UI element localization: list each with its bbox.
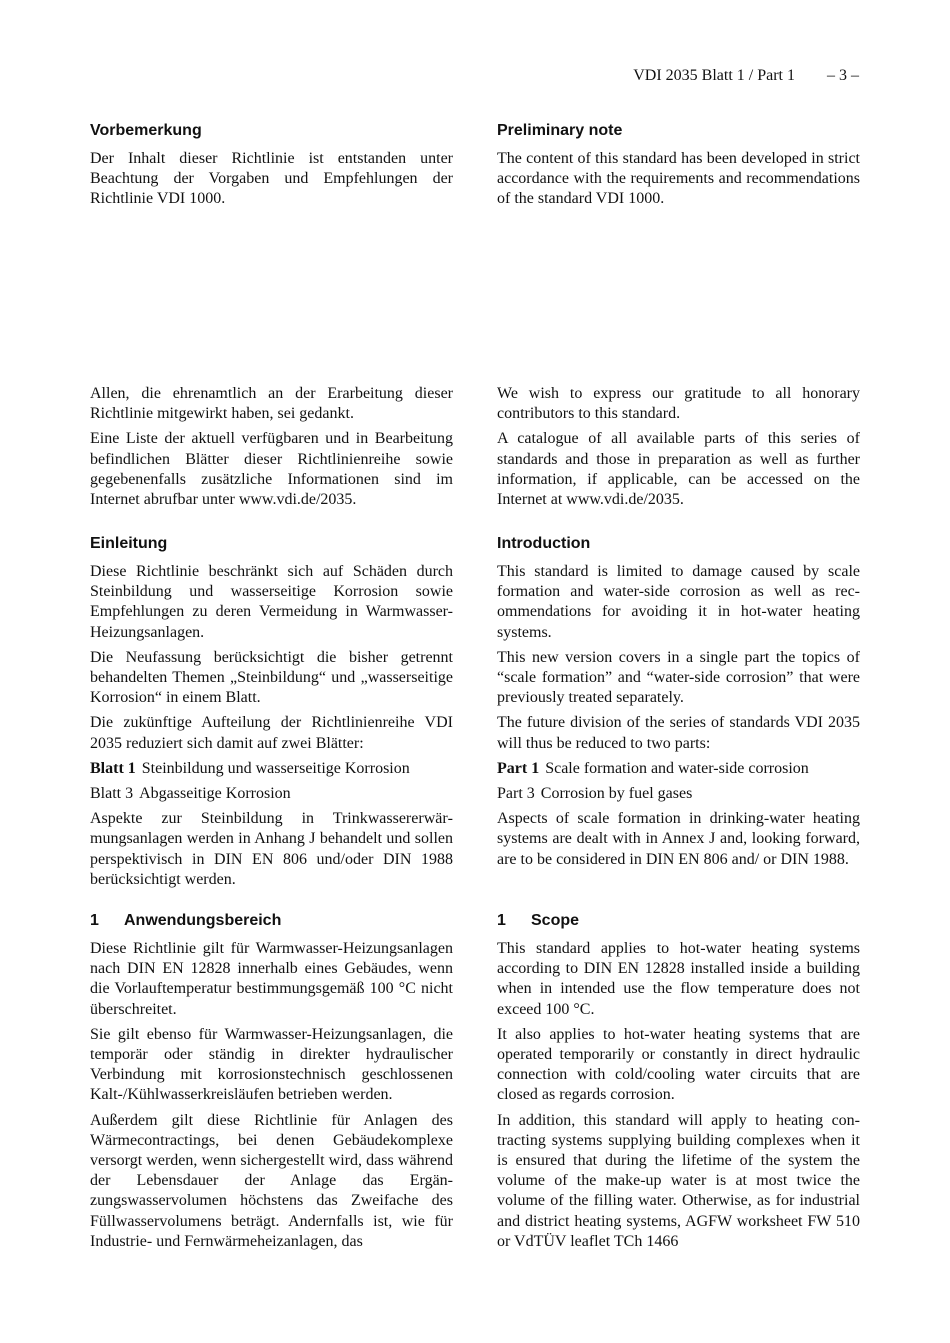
part-list-item: [90, 784, 453, 804]
introduction-section-de: [90, 534, 453, 895]
introduction-section-en: [497, 534, 860, 875]
preliminary-note-section-en: [497, 121, 860, 215]
paragraph: A catalogue of all available parts of this series of standards and those in preparation as well as further information, if applicable, can be accessed on the Internet at www.vdi.de/2035.: [497, 430, 860, 509]
scope-section-en: [497, 911, 860, 1257]
part-list-item: [90, 759, 453, 779]
paragraph: The future division of the series of standards VDI 2035 will thus be reduced to two parts:: [497, 714, 860, 752]
section-number: 1: [90, 912, 99, 929]
paragraph: We wish to express our gratitude to all honorary contributors to this standard.: [497, 385, 860, 423]
paragraph: This standard applies to hot-water heating systems according to DIN EN 12828 installed inside a building when in intended use the flow temperature does not exceed 100 °C.: [497, 940, 860, 1018]
part-list-item: [497, 784, 860, 804]
part-label: Part 1: [497, 759, 540, 777]
paragraph: This standard is limited to damage caused by scale formation and water-side corrosion as well as recommendations for avoiding it in hot-water heating systems.: [497, 563, 860, 641]
acknowledgement-section-en: [497, 384, 860, 515]
section-heading: Vorbemerkung: [90, 122, 202, 139]
section-title: Scope: [531, 912, 580, 929]
part-label: Part 3: [497, 785, 535, 803]
paragraph: Diese Richtlinie beschränkt sich auf Schäden durch Steinbildung und wasserseitige Korrosion sowie Empfehlungen zu deren Vermeidung in Warmwasser-Heizungsanlagen.: [90, 563, 453, 641]
preliminary-note-section-de: [90, 121, 453, 215]
section-heading: [497, 911, 860, 931]
paragraph: It also applies to hot-water heating systems that are operated temporarily or constantly in direct hydraulic connection with cold/cooling water circuits that are closed as regards corrosion.: [497, 1025, 860, 1104]
part-text: Corrosion by fuel gases: [540, 785, 693, 803]
paragraph: In addition, this standard will apply to heating contracting systems supplying building complexes when it is ensured that during the lifetime of the system the volume of the make-up water is at most twice the volume of the filling water. Otherwise, as for industrial and district heating systems, AGFW worksheet FW 510 or VdTÜV leaflet TCh 1466: [497, 1111, 860, 1250]
page-header: [633, 67, 859, 85]
part-text: Steinbildung und wasserseitige Korrosion: [141, 759, 410, 777]
paragraph: Außerdem gilt diese Richtlinie für Anlagen des Wärmecontractings, bei denen Gebäudekomplexe versorgt werden, wenn sichergestellt wird, dass während der Lebensdauer der Anlage das Ergänzungswasservolumen höchstens das Zweifache des Füllwasservolumens beträgt. Andernfalls ist, wie für Industrie- und Fernwärmeheizanlagen, das: [90, 1111, 453, 1250]
paragraph: Aspects of scale formation in drinking-water heating systems are dealt with in Annex J and, looking forward, are to be considered in DIN EN 806 and/ or DIN 1988.: [497, 810, 860, 868]
paragraph: Eine Liste der aktuell verfügbaren und in Bearbeitung befindlichen Blätter dieser Richtlinienreihe sowie gegebenenfalls zusätzliche Informationen sind im Internet abrufbar unter www.vdi.de/2035.: [90, 430, 453, 509]
acknowledgement-section-de: [90, 384, 453, 515]
section-title: Anwendungsbereich: [124, 912, 282, 929]
part-text: Abgasseitige Korrosion: [139, 785, 291, 803]
part-list-item: [497, 759, 860, 779]
paragraph: Die zukünftige Aufteilung der Richtlinienreihe VDI 2035 reduziert sich damit auf zwei Blätter:: [90, 714, 453, 752]
paragraph: Diese Richtlinie gilt für Warmwasser-Heizungsanlagen nach DIN EN 12828 innerhalb eines Gebäudes, wenn die Vorlauftemperatur bestimmungsgemäß 100 °C nicht überschreitet.: [90, 940, 453, 1018]
paragraph: Aspekte zur Steinbildung in Trinkwassererwärmungsanlagen werden in Anhang J behandelt und sollen perspektivisch in DIN EN 806 und/oder DIN 1988 berücksichtigt werden.: [90, 810, 453, 888]
paragraph: This new version covers in a single part the topics of “scale formation” and “water-side corrosion” that were previously treated separately.: [497, 648, 860, 707]
section-heading: Einleitung: [90, 535, 168, 552]
section-number: 1: [497, 912, 506, 929]
scope-section-de: [90, 911, 453, 1257]
paragraph: Der Inhalt dieser Richtlinie ist entstanden unter Beachtung der Vorgaben und Empfehlungen der Richtlinie VDI 1000.: [90, 150, 453, 208]
section-heading: [90, 911, 453, 931]
part-text: Scale formation and water-side corrosion: [545, 759, 809, 777]
paragraph: Die Neufassung berücksichtigt die bisher getrennt behandelten Themen „Steinbildung“ und „wasserseitige Korrosion“ in einem Blatt.: [90, 648, 453, 707]
document-reference: VDI 2035 Blatt 1 / Part 1: [633, 67, 795, 84]
part-label: Blatt 3: [90, 785, 134, 803]
page-number: – 3 –: [827, 67, 859, 84]
paragraph: Sie gilt ebenso für Warmwasser-Heizungsanlagen, die temporär oder ständig in direkter hydraulischer Verbindung mit korrosionstechnisch geschlossenen Kalt-/Kühlwasserkreisläufen betrieben werden.: [90, 1025, 453, 1104]
paragraph: Allen, die ehrenamtlich an der Erarbeitung dieser Richtlinie mitgewirkt haben, sei gedankt.: [90, 385, 453, 423]
section-heading: Preliminary note: [497, 122, 623, 139]
section-heading: Introduction: [497, 535, 591, 552]
part-label: Blatt 1: [90, 759, 136, 777]
paragraph: The content of this standard has been developed in strict accordance with the requirements and recommendations of the standard VDI 1000.: [497, 150, 860, 208]
